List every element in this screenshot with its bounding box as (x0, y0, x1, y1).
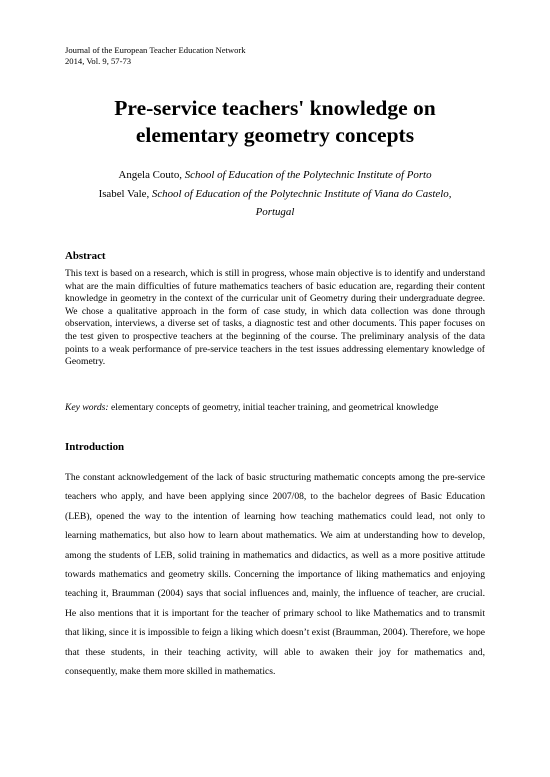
title-line-1: Pre-service teachers' knowledge on (114, 96, 436, 120)
journal-header (65, 45, 246, 67)
author-affiliation-country: Portugal (255, 206, 295, 218)
author-name: Angela Couto, (118, 169, 185, 181)
journal-volume: 2014, Vol. 9, 57-73 (65, 56, 132, 66)
abstract-heading: Abstract (65, 250, 106, 262)
introduction-text: The constant acknowledgement of the lack of basic structuring mathematic concepts among the pre-service teachers who apply, and have been applying since 2007/08, to the bachelor degrees of Basic Education (LEB), opened the way to the intention of learning how teaching mathematics could lead, not only to learning mathematics, but also how to learn about mathematics. We aim at understanding how to develop, among the students of LEB, solid training in mathematics and didactics, as well as a more positive attitude towards mathematics and geometry skills. Concerning the importance of liking mathematics and enjoying teaching it, Braumman (2004) says that social influences and, mainly, the influence of teacher, are crucial. He also mentions that it is important for the teacher of primary school to like Mathematics and to transmit that liking, since it is impossible to feign a liking which doesn’t exist (Braumman, 2004). Therefore, we hope that these students, in their teaching activity, will able to awaken their joy for mathematics and, consequently, make them more skilled in mathematics. (65, 472, 485, 678)
journal-name: Journal of the European Teacher Education Network (65, 45, 246, 55)
author-affiliation: School of Education of the Polytechnic Institute of Viana do Castelo, (151, 187, 452, 200)
author-affiliation: School of Education of the Polytechnic Institute of Porto (184, 169, 432, 181)
author-2 (40, 185, 510, 204)
author-list (40, 166, 510, 222)
keywords (65, 402, 485, 415)
keywords-text: elementary concepts of geometry, initial teacher training, and geometrical knowledge (108, 402, 439, 413)
author-2-continued (40, 203, 510, 222)
keywords-label: Key words: (65, 402, 109, 413)
paper-title (40, 95, 510, 149)
author-1 (40, 166, 510, 185)
author-name: Isabel Vale, (98, 187, 152, 200)
abstract-text: This text is based on a research, which is still in progress, whose main objective is to identify and understand what are the main difficulties of future mathematics teachers of basic education are, regarding their content knowledge in geometry in the context of the curricular unit of Geometry during their undergraduate degree. We chose a qualitative approach in the form of case study, in which data collection was done through observation, interviews, a diverse set of tasks, a diagnostic test and other documents. This paper focuses on the test given to prospective teachers at the beginning of the course. The preliminary analysis of the data points to a weak performance of pre-service teachers in the test issues addressing elementary knowledge of Geometry. (65, 268, 485, 368)
introduction-heading: Introduction (65, 441, 125, 453)
title-line-2: elementary geometry concepts (135, 123, 415, 147)
